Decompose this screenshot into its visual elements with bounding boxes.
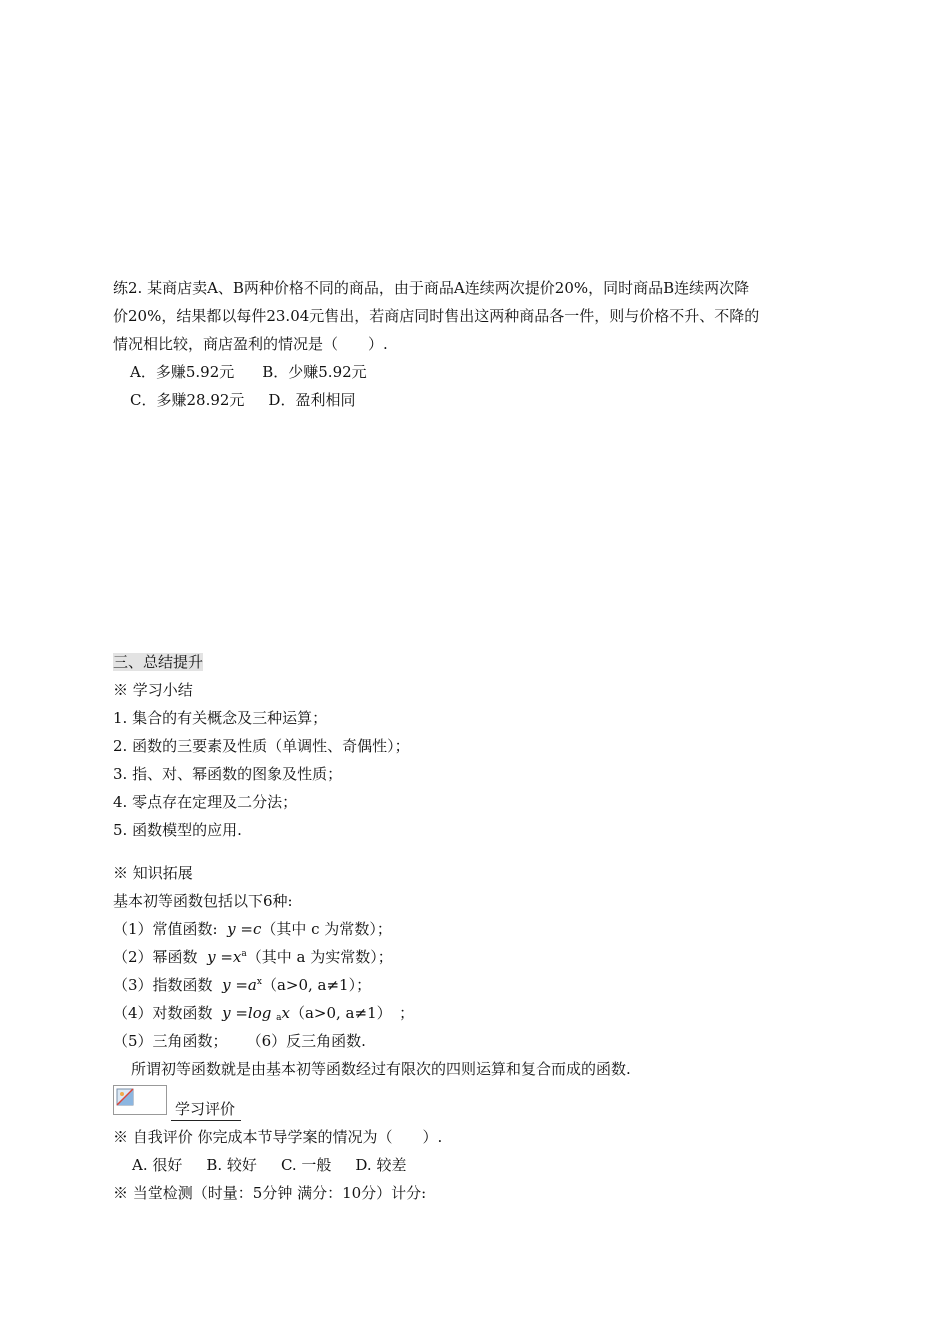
summary-subheading: ※ 学习小结 <box>113 681 193 699</box>
function-item-1: （1）常值函数: y =c（其中 c 为常数）； <box>113 920 392 938</box>
eval-option-a: A. 很好 <box>132 1156 183 1174</box>
exercise-line-2: 价20%，结果都以每件23.04元售出，若商店同时售出这两种商品各一件，则与价格不升、不降的 <box>113 307 760 325</box>
summary-heading: 三、总结提升 <box>113 653 204 671</box>
summary-item: 5. 函数模型的应用. <box>113 821 242 839</box>
function-item-4: （4）对数函数 y =log $_a$x（a>0, a≠1） ； <box>113 1004 415 1023</box>
summary-item: 4. 零点存在定理及二分法； <box>113 793 298 811</box>
extension-intro: 基本初等函数包括以下6种: <box>113 892 293 910</box>
equation: y =a <box>222 976 257 994</box>
function-item-5-6: （5）三角函数； （6）反三角函数. <box>113 1032 366 1050</box>
broken-image-icon <box>113 1085 167 1115</box>
equation: y =c <box>227 920 262 938</box>
option-a: A．多赚5.92元 <box>130 363 235 381</box>
evaluation-label: 学习评价 <box>171 1098 241 1121</box>
function-item-2: （2）幂函数 $y =x^a$（其中 a 为实常数）； <box>113 948 393 966</box>
option-b: B．少赚5.92元 <box>262 363 367 381</box>
exercise-options-row-1 <box>130 361 367 383</box>
option-d: D．盈利相同 <box>268 391 356 409</box>
eval-option-c: C. 一般 <box>280 1156 332 1174</box>
eval-option-d: D. 较差 <box>355 1156 407 1174</box>
equation: y =log <box>222 1004 272 1022</box>
exercise-line-1: 练2. 某商店卖A、B两种价格不同的商品，由于商品A连续两次提价20%，同时商品B连续两次降 <box>113 279 750 297</box>
function-item-3: （3）指数函数 $y =a^x(a>0$, a≠1）； <box>113 976 372 994</box>
summary-item: 2. 函数的三要素及性质（单调性、奇偶性）； <box>113 737 410 755</box>
self-evaluation: ※ 自我评价 你完成本节导学案的情况为（ ）. <box>113 1128 443 1146</box>
exercise-options-row-2 <box>130 389 355 411</box>
extension-subheading: ※ 知识拓展 <box>113 864 193 882</box>
equation: y =x <box>207 948 242 966</box>
exercise-line-3: 情况相比较，商店盈利的情况是（ ）. <box>113 335 388 353</box>
option-c: C．多赚28.92元 <box>130 391 245 409</box>
evaluation-options <box>132 1154 406 1176</box>
summary-item: 1. 集合的有关概念及三种运算； <box>113 709 328 727</box>
in-class-test: ※ 当堂检测（时量：5分钟 满分：10分）计分: <box>113 1184 427 1202</box>
extension-closing: 所谓初等函数就是由基本初等函数经过有限次的四则运算和复合而成的函数. <box>131 1060 631 1078</box>
eval-option-b: B. 较好 <box>206 1156 257 1174</box>
summary-item: 3. 指、对、幂函数的图象及性质； <box>113 765 343 783</box>
